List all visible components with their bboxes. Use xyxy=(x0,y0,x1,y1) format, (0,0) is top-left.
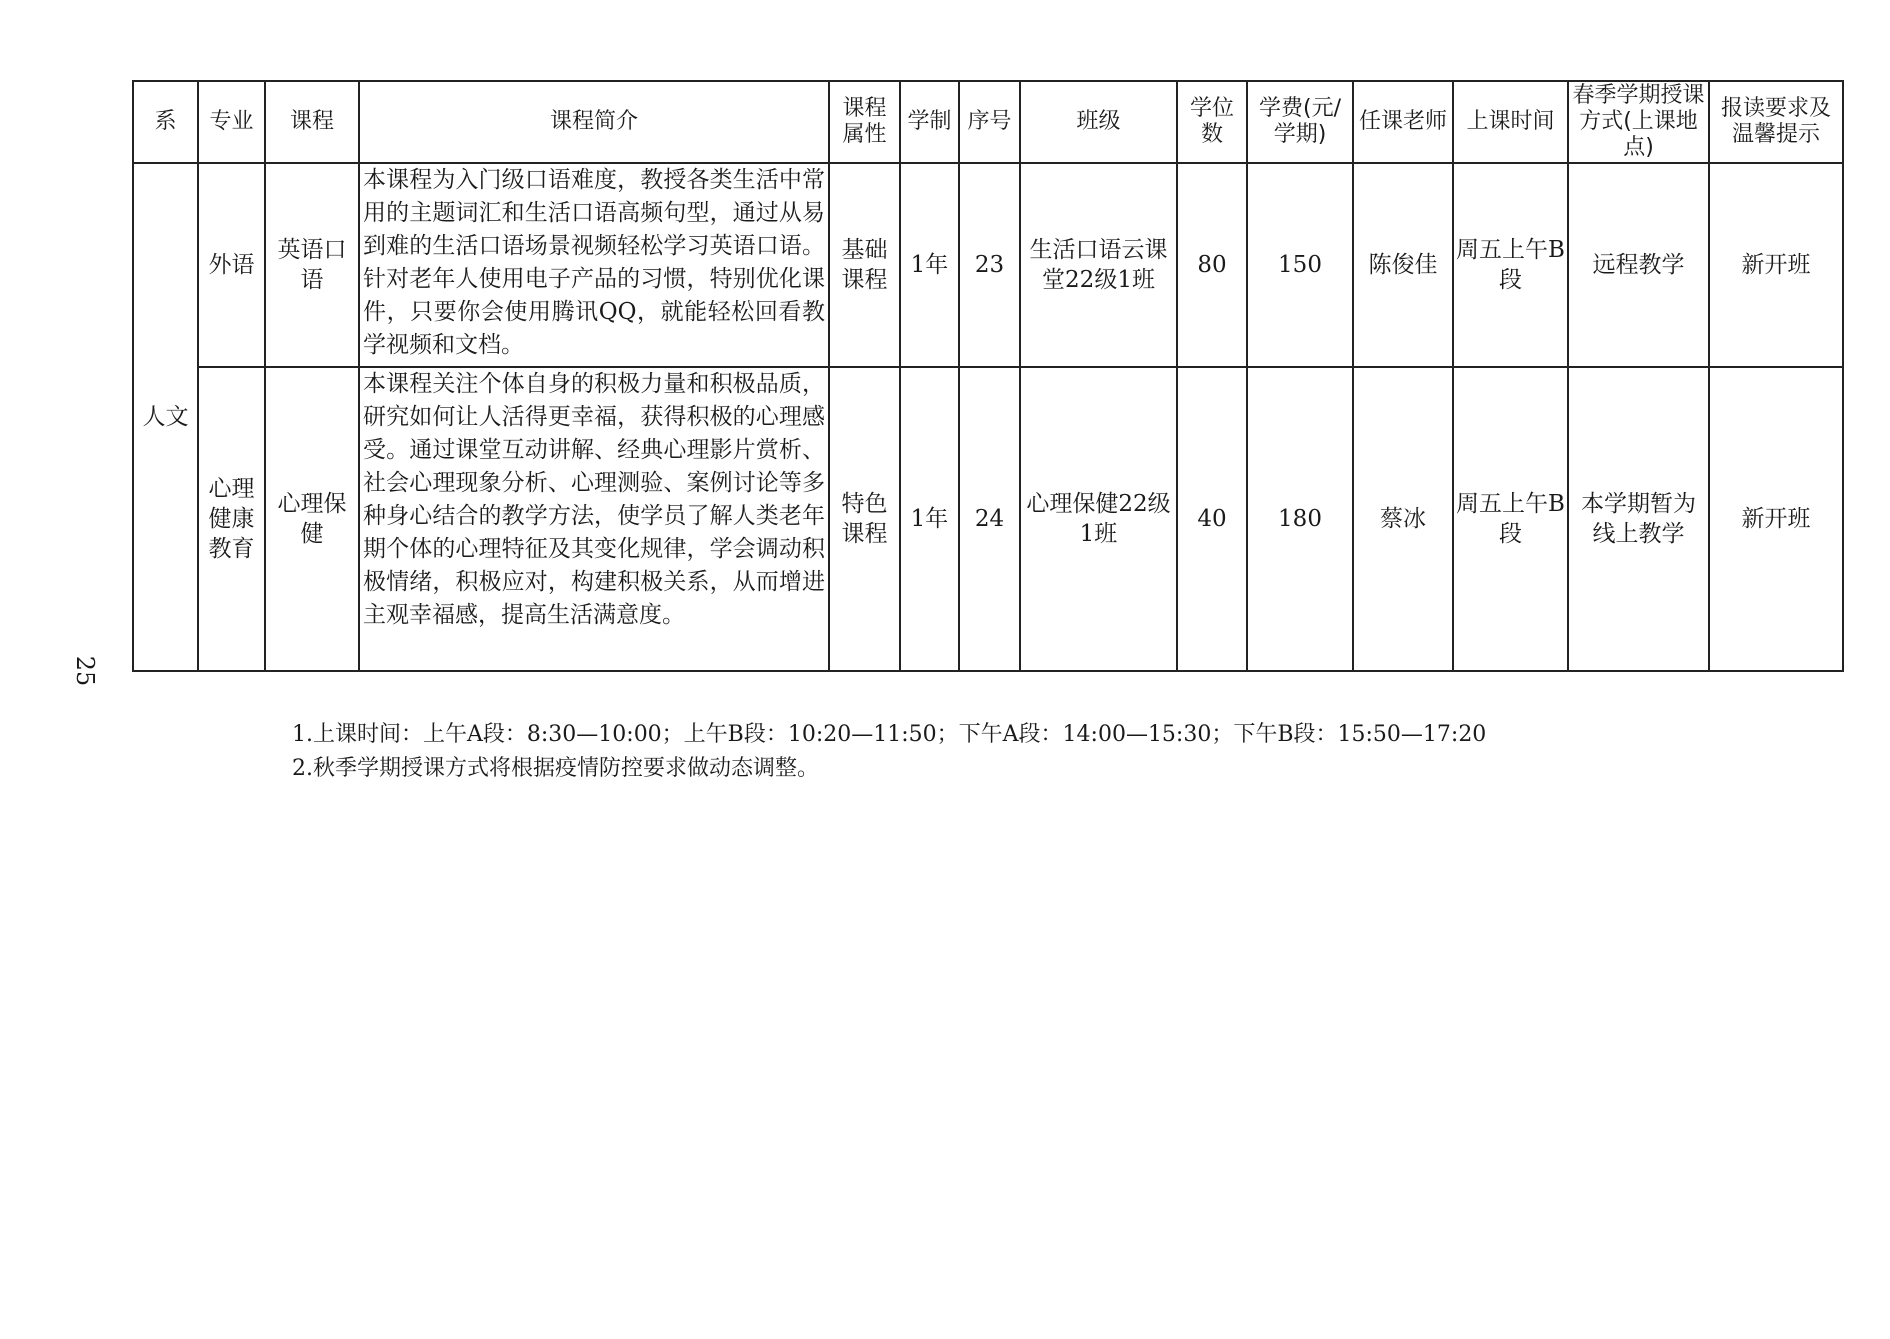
mode-cell: 本学期暂为线上教学 xyxy=(1568,367,1709,671)
header-class: 班级 xyxy=(1020,81,1177,163)
footnote-item: 2.秋季学期授课方式将根据疫情防控要求做动态调整。 xyxy=(292,756,819,781)
page-number: 25 xyxy=(71,655,99,687)
seats-cell: 40 xyxy=(1177,367,1247,671)
header-fee: 学费(元/学期) xyxy=(1247,81,1353,163)
header-description: 课程简介 xyxy=(359,81,829,163)
fee-cell: 150 xyxy=(1247,163,1353,367)
attribute-cell: 基础课程 xyxy=(829,163,900,367)
header-notes: 报读要求及温馨提示 xyxy=(1709,81,1843,163)
class-cell: 生活口语云课堂22级1班 xyxy=(1020,163,1177,367)
course-table xyxy=(132,80,1844,672)
header-row xyxy=(133,81,1843,163)
header-teacher: 任课老师 xyxy=(1353,81,1453,163)
notes-cell: 新开班 xyxy=(1709,163,1843,367)
duration-cell: 1年 xyxy=(900,367,959,671)
footnotes xyxy=(292,718,1792,786)
header-major: 专业 xyxy=(198,81,265,163)
header-department: 系 xyxy=(133,81,198,163)
description-cell: 本课程关注个体自身的积极力量和积极品质，研究如何让人活得更幸福，获得积极的心理感受。通过课堂互动讲解、经典心理影片赏析、社会心理现象分析、心理测验、案例讨论等多种身心结合的教学方法，使学员了解人类老年期个体的心理特征及其变化规律，学会调动积极情绪，积极应对，构建积极关系，从而增进主观幸福感，提高生活满意度。 xyxy=(359,367,829,671)
teacher-cell: 陈俊佳 xyxy=(1353,163,1453,367)
mode-cell: 远程教学 xyxy=(1568,163,1709,367)
header-course: 课程 xyxy=(265,81,359,163)
department-cell: 人文 xyxy=(133,163,198,671)
notes-cell: 新开班 xyxy=(1709,367,1843,671)
table-row xyxy=(133,367,1843,671)
major-cell: 心理健康教育 xyxy=(198,367,265,671)
header-serial: 序号 xyxy=(959,81,1020,163)
header-time: 上课时间 xyxy=(1453,81,1568,163)
class-cell: 心理保健22级1班 xyxy=(1020,367,1177,671)
header-mode: 春季学期授课方式(上课地点) xyxy=(1568,81,1709,163)
description-cell: 本课程为入门级口语难度，教授各类生活中常用的主题词汇和生活口语高频句型，通过从易到难的生活口语场景视频轻松学习英语口语。针对老年人使用电子产品的习惯，特别优化课件，只要你会使用腾讯QQ，就能轻松回看教学视频和文档。 xyxy=(359,163,829,367)
major-cell: 外语 xyxy=(198,163,265,367)
duration-cell: 1年 xyxy=(900,163,959,367)
fee-cell: 180 xyxy=(1247,367,1353,671)
attribute-cell: 特色课程 xyxy=(829,367,900,671)
table-row xyxy=(133,163,1843,367)
footnote-item: 1.上课时间：上午A段：8:30—10:00；上午B段：10:20—11:50；下午A段：14:00—15:30；下午B段：15:50—17:20 xyxy=(292,722,1487,747)
header-attribute: 课程属性 xyxy=(829,81,900,163)
teacher-cell: 蔡冰 xyxy=(1353,367,1453,671)
time-cell: 周五上午B段 xyxy=(1453,163,1568,367)
serial-cell: 24 xyxy=(959,367,1020,671)
seats-cell: 80 xyxy=(1177,163,1247,367)
header-seats: 学位数 xyxy=(1177,81,1247,163)
time-cell: 周五上午B段 xyxy=(1453,367,1568,671)
course-cell: 心理保健 xyxy=(265,367,359,671)
header-duration: 学制 xyxy=(900,81,959,163)
serial-cell: 23 xyxy=(959,163,1020,367)
course-cell: 英语口语 xyxy=(265,163,359,367)
